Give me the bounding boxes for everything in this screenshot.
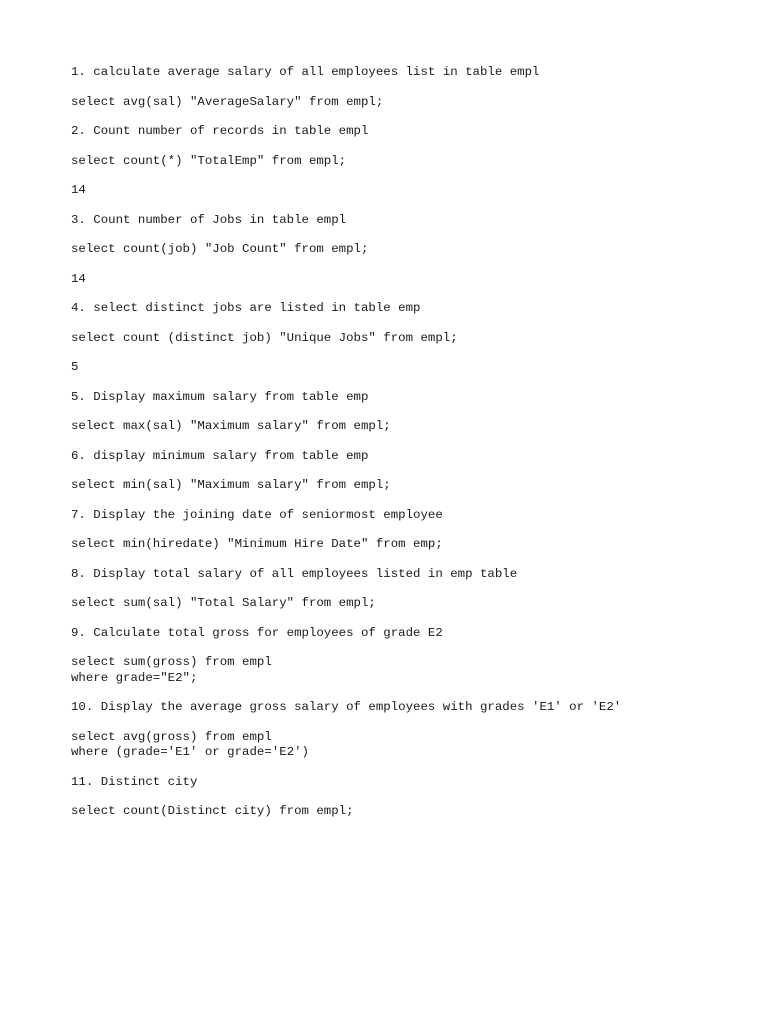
text-line: 5. Display maximum salary from table emp bbox=[71, 389, 369, 404]
text-line: 14 bbox=[71, 183, 86, 197]
question-text bbox=[71, 124, 751, 140]
sql-query bbox=[71, 804, 751, 820]
text-line: 14 bbox=[71, 271, 86, 286]
question-text bbox=[71, 213, 751, 229]
sql-query bbox=[71, 478, 751, 494]
question-text bbox=[71, 567, 751, 583]
text-line: select avg(gross) from empl bbox=[71, 729, 272, 744]
question-text bbox=[71, 700, 751, 716]
text-line: 1. calculate average salary of all employees list in table empl bbox=[71, 65, 540, 79]
text-line: 7. Display the joining date of seniormost employee bbox=[71, 507, 443, 522]
text-line: 3. Count number of Jobs in table empl bbox=[71, 212, 347, 227]
text-line: select min(hiredate) "Minimum Hire Date" from emp; bbox=[71, 537, 443, 551]
query-result bbox=[71, 360, 751, 376]
sql-query bbox=[71, 655, 751, 686]
question-text bbox=[71, 449, 751, 465]
sql-query bbox=[71, 331, 751, 347]
question-text bbox=[71, 508, 751, 524]
text-line: 6. display minimum salary from table emp bbox=[71, 448, 369, 463]
query-result bbox=[71, 272, 751, 288]
question-text bbox=[71, 390, 751, 406]
text-line: where (grade='E1' or grade='E2') bbox=[71, 745, 309, 759]
text-line: select count (distinct job) "Unique Jobs" from empl; bbox=[71, 330, 458, 345]
sql-query bbox=[71, 730, 751, 761]
sql-query bbox=[71, 419, 751, 435]
text-line: 8. Display total salary of all employees listed in emp table bbox=[71, 566, 518, 581]
query-result bbox=[71, 183, 751, 199]
text-line: select min(sal) "Maximum salary" from empl; bbox=[71, 478, 391, 492]
text-line: select avg(sal) "AverageSalary" from empl; bbox=[71, 94, 384, 109]
text-line: 2. Count number of records in table empl bbox=[71, 124, 369, 138]
question-text bbox=[71, 65, 751, 81]
sql-query bbox=[71, 537, 751, 553]
text-line: select sum(sal) "Total Salary" from empl; bbox=[71, 596, 376, 610]
question-text bbox=[71, 301, 751, 317]
question-text bbox=[71, 626, 751, 642]
document-body bbox=[71, 65, 751, 834]
text-line: select count(Distinct city) from empl; bbox=[71, 804, 354, 818]
sql-query bbox=[71, 95, 751, 111]
text-line: 9. Calculate total gross for employees of grade E2 bbox=[71, 625, 443, 640]
text-line: select count(job) "Job Count" from empl; bbox=[71, 242, 369, 256]
text-line: 11. Distinct city bbox=[71, 774, 198, 789]
text-line: select max(sal) "Maximum salary" from empl; bbox=[71, 419, 391, 433]
text-line: 4. select distinct jobs are listed in table emp bbox=[71, 301, 421, 315]
text-line: select sum(gross) from empl bbox=[71, 655, 272, 669]
text-line: where grade="E2"; bbox=[71, 670, 198, 685]
sql-query bbox=[71, 596, 751, 612]
text-line: select count(*) "TotalEmp" from empl; bbox=[71, 153, 347, 168]
question-text bbox=[71, 775, 751, 791]
sql-query bbox=[71, 154, 751, 170]
text-line: 5 bbox=[71, 360, 79, 374]
text-line: 10. Display the average gross salary of employees with grades 'E1' or 'E2' bbox=[71, 700, 622, 714]
sql-query bbox=[71, 242, 751, 258]
